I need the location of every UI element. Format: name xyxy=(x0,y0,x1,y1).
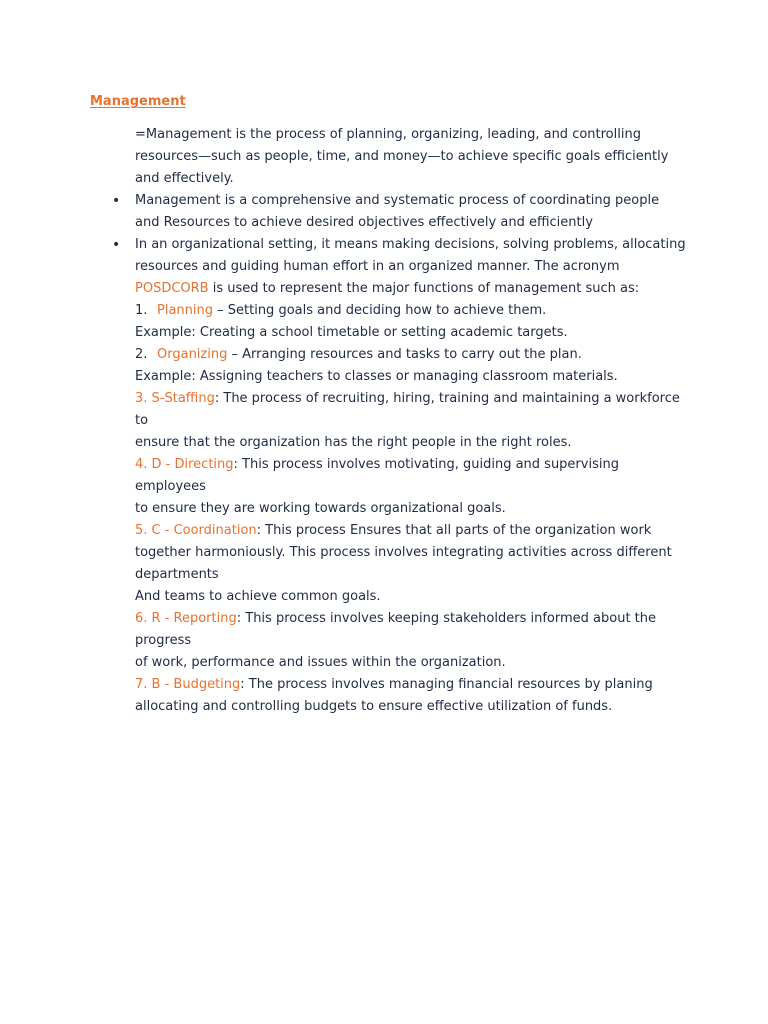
bullet1-line-2: and Resources to achieve desired objectives effectively and efficiently xyxy=(135,215,593,230)
bullet2-line-3 xyxy=(135,278,695,300)
organizing-example: Example: Assigning teachers to classes or managing classroom materials. xyxy=(135,369,618,384)
coordination-line-2: together harmoniously. This process involves integrating activities across different xyxy=(135,545,672,560)
function-term: 7. B - Budgeting xyxy=(135,677,241,692)
function-desc: – Arranging resources and tasks to carry out the plan. xyxy=(227,347,582,362)
bullet1-line-1: Management is a comprehensive and systematic process of coordinating people xyxy=(135,193,660,208)
coordination-line-3: departments xyxy=(135,567,219,582)
function-term: Organizing xyxy=(157,347,228,362)
function-term: 6. R - Reporting xyxy=(135,611,237,626)
staffing-wrap: to xyxy=(135,413,149,428)
function-staffing xyxy=(135,388,695,410)
function-reporting xyxy=(135,608,695,630)
directing-wrap: employees xyxy=(135,479,206,494)
budgeting-cont: allocating and controlling budgets to ensure effective utilization of funds. xyxy=(135,699,613,714)
function-number: 2. xyxy=(135,347,148,362)
function-term: Planning xyxy=(157,303,213,318)
bullet2-line-1: In an organizational setting, it means making decisions, solving problems, allocating xyxy=(135,237,686,252)
function-desc: : This process Ensures that all parts of the organization work xyxy=(256,523,652,538)
bullet2-line-2: resources and guiding human effort in an organized manner. The acronym xyxy=(135,259,620,274)
bullet-icon: • xyxy=(112,193,121,209)
function-budgeting xyxy=(135,674,695,696)
function-desc: – Setting goals and deciding how to achieve them. xyxy=(213,303,547,318)
function-organizing xyxy=(135,344,695,366)
function-number: 1. xyxy=(135,303,148,318)
bullet-icon: • xyxy=(112,237,121,253)
planning-example: Example: Creating a school timetable or setting academic targets. xyxy=(135,325,568,340)
intro-line-2: resources—such as people, time, and money—to achieve specific goals efficiently xyxy=(135,149,669,164)
bullet2-line-3-rest: is used to represent the major functions of management such as: xyxy=(208,281,640,296)
function-desc: : This process involves keeping stakeholders informed about the xyxy=(236,611,657,626)
directing-cont: to ensure they are working towards organizational goals. xyxy=(135,501,506,516)
function-directing xyxy=(135,454,695,476)
reporting-cont: of work, performance and issues within the organization. xyxy=(135,655,506,670)
staffing-cont: ensure that the organization has the right people in the right roles. xyxy=(135,435,572,450)
function-desc: : This process involves motivating, guiding and supervising xyxy=(233,457,619,472)
function-desc: : The process involves managing financial resources by planing xyxy=(240,677,653,692)
bullet-item-2 xyxy=(112,234,695,256)
page-title: Management xyxy=(90,94,186,109)
intro-line-3: and effectively. xyxy=(135,171,234,186)
acronym-posdcorb: POSDCORB xyxy=(135,281,209,296)
coordination-cont: And teams to achieve common goals. xyxy=(135,589,381,604)
bullet-item-1 xyxy=(112,190,695,212)
function-term: 4. D - Directing xyxy=(135,457,234,472)
reporting-wrap: progress xyxy=(135,633,192,648)
document-body xyxy=(112,124,695,718)
function-term: 5. C - Coordination xyxy=(135,523,257,538)
function-desc: : The process of recruiting, hiring, training and maintaining a workforce xyxy=(214,391,680,406)
function-coordination xyxy=(135,520,695,542)
intro-line-1: =Management is the process of planning, organizing, leading, and controlling xyxy=(135,127,641,142)
function-term: 3. S-Staffing xyxy=(135,391,215,406)
function-planning xyxy=(135,300,695,322)
